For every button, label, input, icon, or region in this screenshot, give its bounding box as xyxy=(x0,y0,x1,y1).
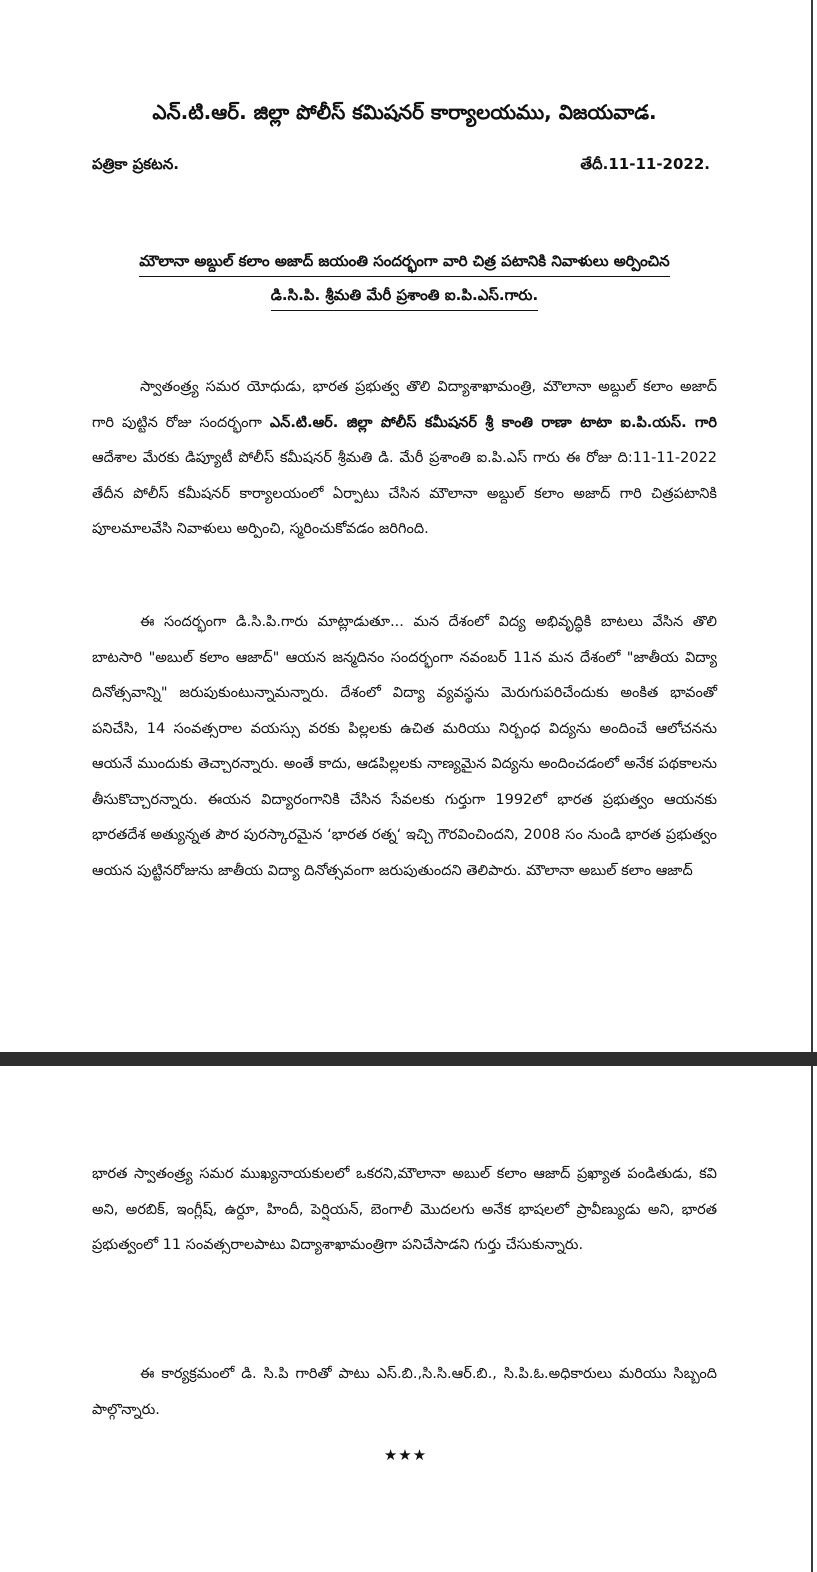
page-edge-line xyxy=(811,0,813,1572)
paragraph-4: ఈ కార్యక్రమంలో డి. సి.పి గారితో పాటు ఎస్.బి.,సి.సి.ఆర్.బి., సి.పి.ఓ.అధికారులు మరియు సిబ్బంది పాల్గొన్నారు. xyxy=(92,1366,717,1418)
document-page-2 xyxy=(0,1066,811,1572)
headline xyxy=(92,244,717,312)
headline-line-2: డి.సి.పి. శ్రీమతి మేరీ ప్రశాంతి ఐ.పి.ఎస్.గారు. xyxy=(271,280,538,311)
paragraph-1-part-1: స్వాతంత్ర్య సమర యోధుడు, భారత ప్రభుత్వ తొలి విద్యాశాఖామంత్రి, మౌలానా అబ్దుల్ కలాం అజాద్ గారి పుట్టిన రోజు సందర్భంగా xyxy=(92,379,717,431)
paragraph-1-bold: ఎన్.టి.ఆర్. జిల్లా పోలీస్ కమీషనర్ శ్రీ కాంతి రాణా టాటా ఐ.పి.యస్. గారి xyxy=(269,414,718,431)
press-release-label: పత్రికా ప్రకటన. xyxy=(92,155,179,173)
paragraph-1 xyxy=(92,370,717,548)
page-break xyxy=(0,1052,817,1066)
paragraph-1-part-2: ఆదేశాల మేరకు డిప్యూటీ పోలీస్ కమీషనర్ శ్రీమతి డి. మేరీ ప్రశాంతి ఐ.పి.ఎస్ గారు ఈ రోజు ది:11-11-2022 తేదీన పోలీస్ కమీషనర్ కార్యాలయంలో ఏర్పాటు చేసిన మౌలానా అబ్దుల్ కలాం అజాద్ గారి చిత్రపటానికి పూలమాలవేసి నివాళులు అర్పించి, స్మరించుకోవడం జరిగింది. xyxy=(92,450,717,537)
paragraph-2: ఈ సందర్భంగా డి.సి.పి.గారు మాట్లాడుతూ... మన దేశంలో విద్య అభివృద్ధికి బాటలు వేసిన తొలి బాటసారి "అబుల్ కలాం ఆజాద్" ఆయన జన్మదినం సందర్భంగా నవంబర్ 11న మన దేశంలో "జాతీయ విద్యా దినోత్సవాన్ని" జరుపుకుంటున్నామన్నారు. దేశంలో విద్యా వ్యవస్థను మెరుగుపరిచేందుకు అంకిత భావంతో పనిచేసి, 14 సంవత్సరాల వయస్సు వరకు పిల్లలకు ఉచిత మరియు నిర్బంధ విద్యను అందించే ఆలోచనను ఆయనే ముందుకు తెచ్చారన్నారు. అంతే కాదు, ఆడపిల్లలకు నాణ్యమైన విద్యను అందించడంలో అనేక పథకాలను తీసుకొచ్చారన్నారు. ఈయన విద్యారంగానికి చేసిన సేవలకు గుర్తుగా 1992లో భారత ప్రభుత్వం ఆయనకు భారతదేశ అత్యున్నత పౌర పురస్కారమైన ‘భారత రత్న‘ ఇచ్చి గౌరవించిందని, 2008 సం నుండి భారత ప్రభుత్వం ఆయన పుట్టినరోజును జాతీయ విద్యా దినోత్సవంగా జరుపుతుందని తెలిపారు. మౌలానా అబుల్ కలాం ఆజాద్ xyxy=(92,614,717,879)
office-title: ఎన్.టి.ఆర్. జిల్లా పోలీస్ కమిషనర్ కార్యాలయము, విజయవాడ. xyxy=(152,100,657,124)
press-release-date: తేదీ.11-11-2022. xyxy=(580,155,710,173)
headline-line-1: మౌలానా అబ్దుల్ కలాం అజాద్ జయంతి సందర్భంగా వారి చిత్ర పటానికి నివాళులు అర్పించిన xyxy=(139,246,669,277)
end-mark-stars: ★★★ xyxy=(383,1446,428,1464)
paragraph-3: భారత స్వాతంత్ర్య సమర ముఖ్యనాయకులలో ఒకరని,మౌలానా అబుల్ కలాం ఆజాద్ ప్రఖ్యాత పండితుడు, కవి అని, అరబిక్, ఇంగ్లీష్, ఉర్దూ, హిందీ, పెర్షియన్, బెంగాలీ మొదలగు అనేక భాషలలో ప్రావీణ్యుడు అని, భారత ప్రభుత్వంలో 11 సంవత్సరాలపాటు విద్యాశాఖామంత్రిగా పనిచేసాడని గుర్తు చేసుకున్నారు. xyxy=(92,1166,717,1253)
